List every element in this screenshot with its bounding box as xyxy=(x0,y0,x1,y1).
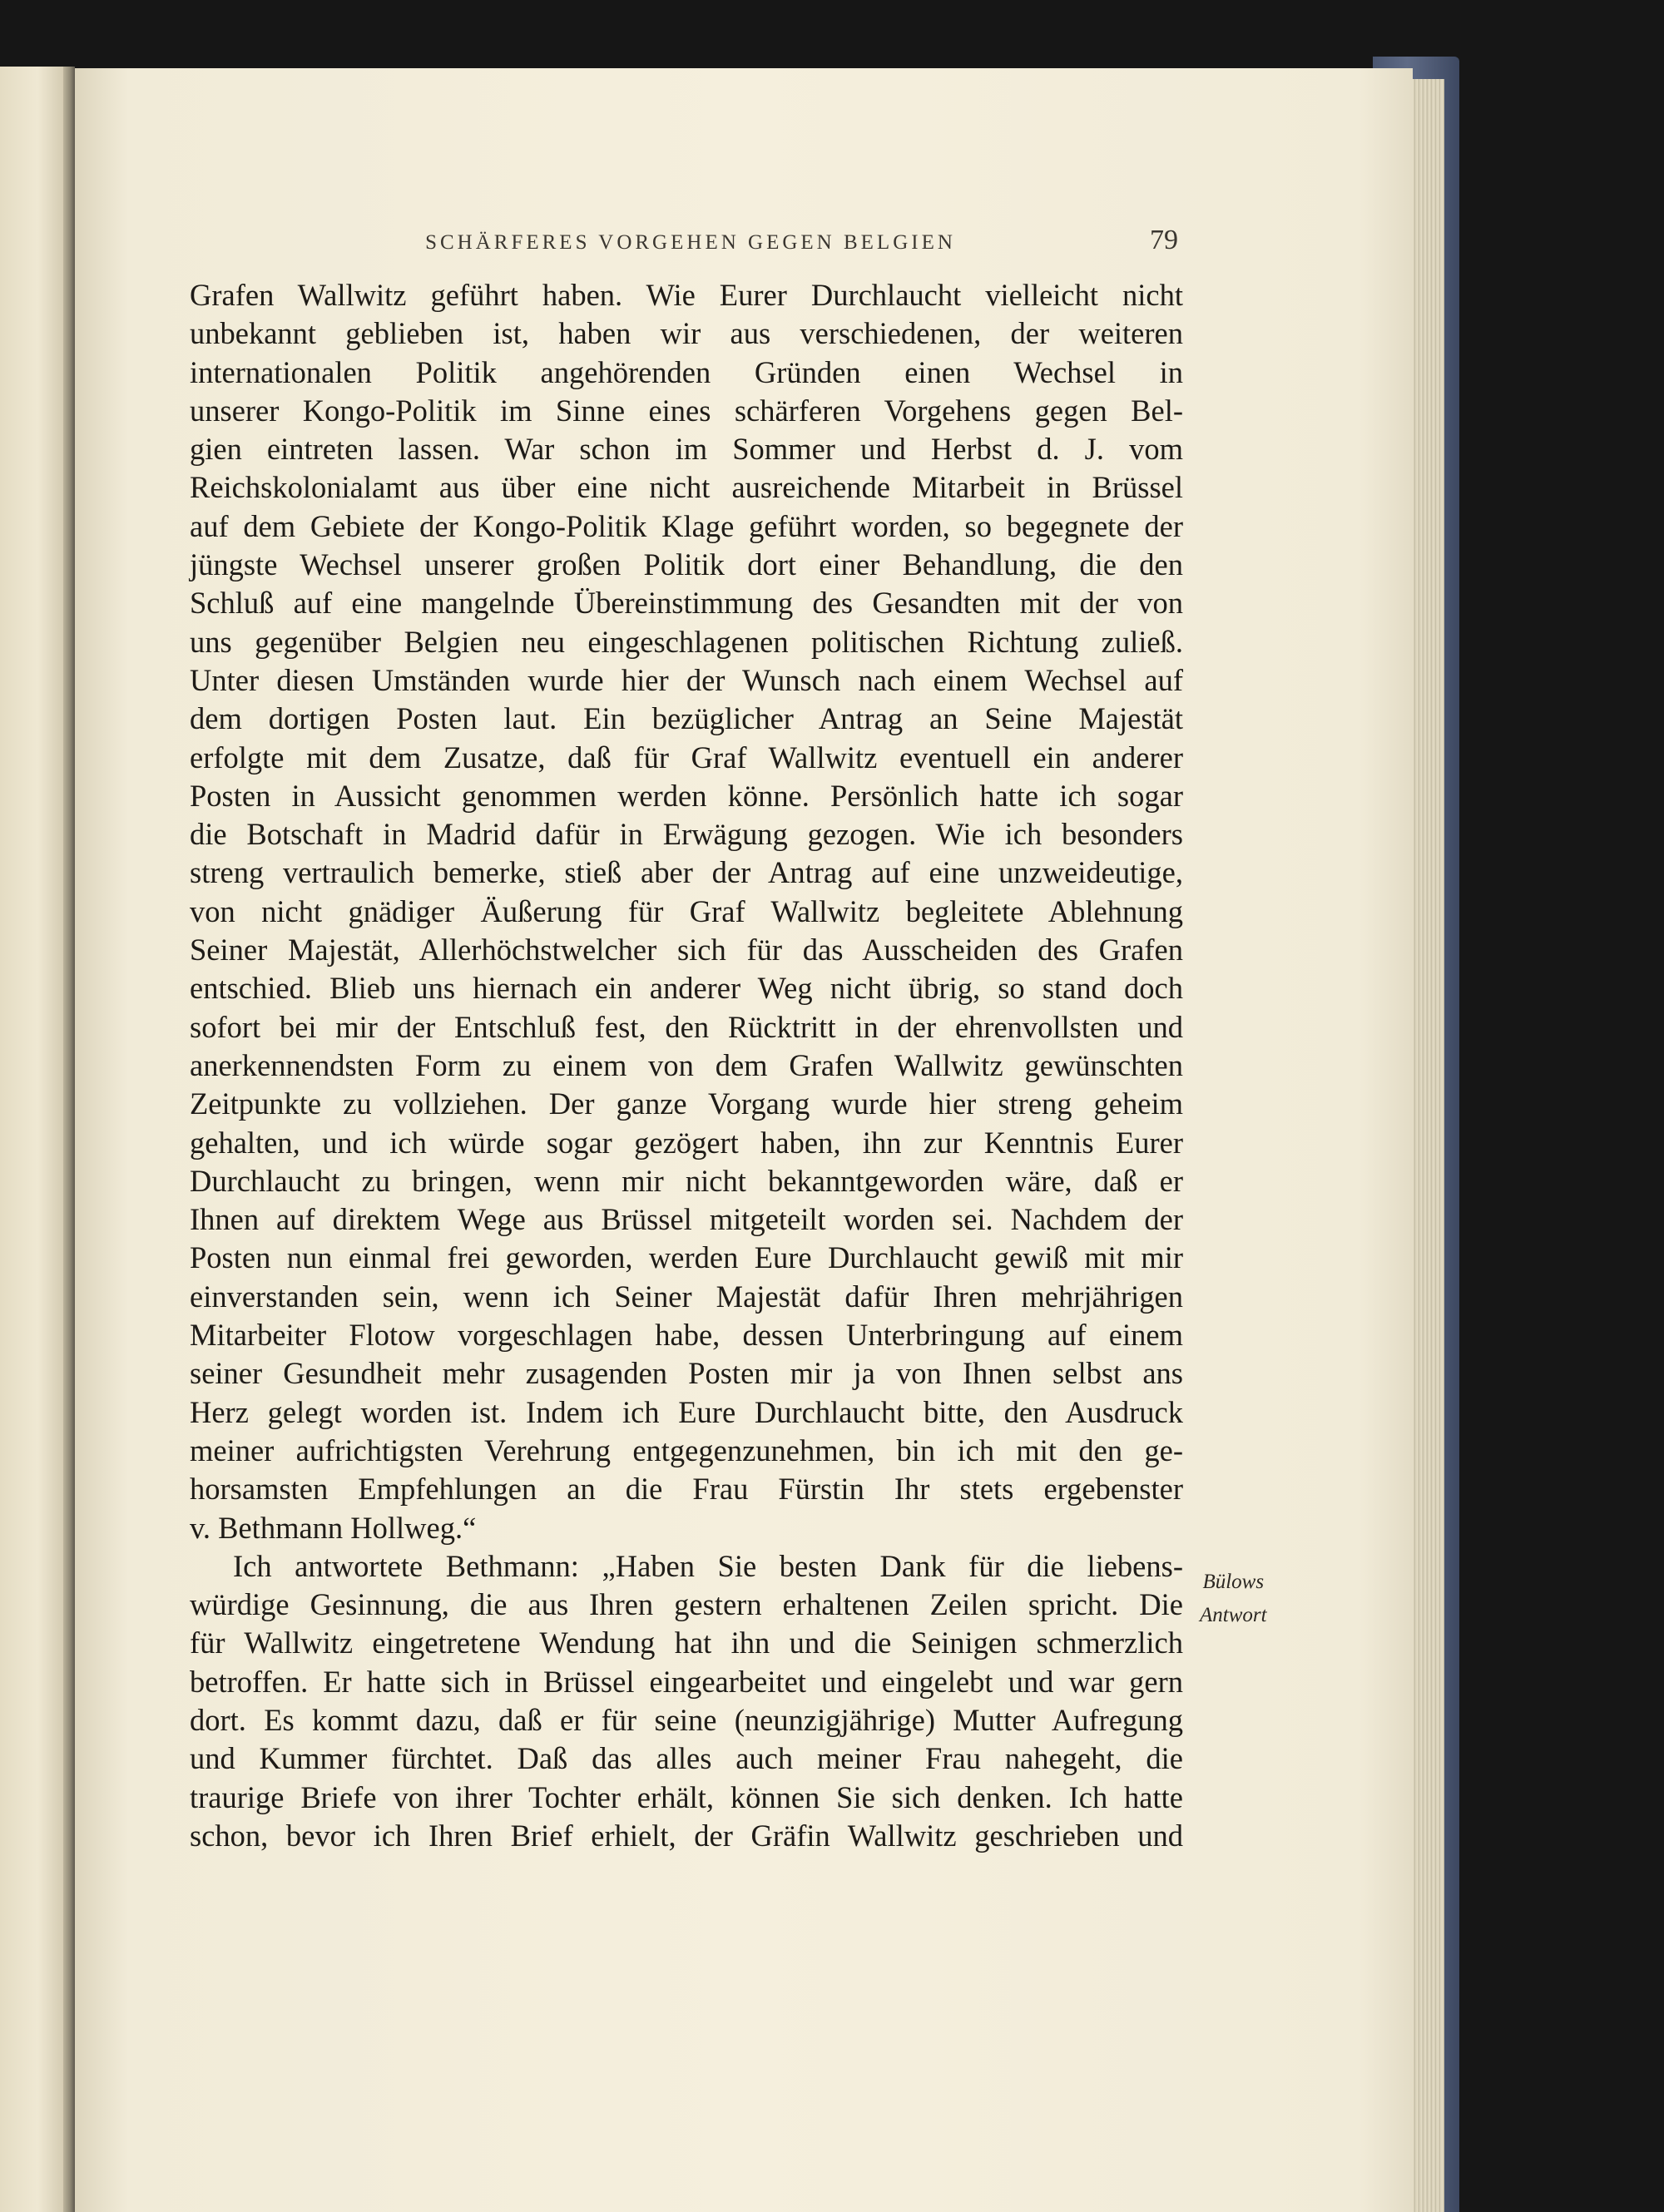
text-line: die Botschaft in Madrid dafür in Erwägung gezogen. Wie ich besonders xyxy=(190,817,1183,852)
running-head: SCHÄRFERES VORGEHEN GEGEN BELGIEN xyxy=(425,231,956,254)
margin-note-line: Antwort xyxy=(1200,1604,1267,1626)
text-line: Herz gelegt worden ist. Indem ich Eure Durchlaucht bitte, den Ausdruck xyxy=(190,1394,1183,1429)
letter-signature: v. Bethmann Hollweg.“ xyxy=(190,1510,477,1545)
text-line: entschied. Blieb uns hiernach ein anderer Weg nicht übrig, so stand doch xyxy=(190,971,1183,1006)
facing-page-edge xyxy=(0,67,68,2212)
text-line: Durchlaucht zu bringen, wenn mir nicht bekanntgeworden wäre, daß er xyxy=(190,1163,1183,1198)
text-line: horsamsten Empfehlungen an die Frau Fürstin Ihr stets ergebenster xyxy=(190,1472,1183,1507)
text-line: unbekannt geblieben ist, haben wir aus verschiedenen, der weiteren xyxy=(190,316,1183,351)
text-line: Ich antwortete Bethmann: „Haben Sie besten Dank für die liebens- xyxy=(233,1548,1183,1583)
text-line: schon, bevor ich Ihren Brief erhielt, der Gräfin Wallwitz geschrieben und xyxy=(190,1818,1183,1853)
text-line: Posten nun einmal frei geworden, werden Eure Durchlaucht gewiß mit mir xyxy=(190,1240,1183,1275)
text-line: gehalten, und ich würde sogar gezögert haben, ihn zur Kenntnis Eurer xyxy=(190,1125,1183,1160)
text-line: gien eintreten lassen. War schon im Sommer und Herbst d. J. vom xyxy=(190,432,1183,467)
text-line: uns gegenüber Belgien neu eingeschlagenen politischen Richtung zuließ. xyxy=(190,624,1183,659)
text-line: sofort bei mir der Entschluß fest, den Rücktritt in der ehrenvollsten und xyxy=(190,1009,1183,1044)
text-line: unserer Kongo-Politik im Sinne eines schärferen Vorgehens gegen Bel- xyxy=(190,393,1183,428)
text-line: Schluß auf eine mangelnde Übereinstimmung des Gesandten mit der von xyxy=(190,586,1183,621)
text-line: erfolgte mit dem Zusatze, daß für Graf Wallwitz eventuell ein anderer xyxy=(190,740,1183,774)
text-line: anerkennendsten Form zu einem von dem Grafen Wallwitz gewünschten xyxy=(190,1047,1183,1082)
text-line: Posten in Aussicht genommen werden könne. Persönlich hatte ich sogar xyxy=(190,778,1183,813)
text-line: Unter diesen Umständen wurde hier der Wunsch nach einem Wechsel auf xyxy=(190,662,1183,697)
text-line: internationalen Politik angehörenden Gründen einen Wechsel in xyxy=(190,354,1183,389)
text-line: und Kummer fürchtet. Daß das alles auch meiner Frau nahegeht, die xyxy=(190,1741,1183,1776)
body-text xyxy=(190,276,1183,1855)
text-line: einverstanden sein, wenn ich Seiner Majestät dafür Ihren mehrjährigen xyxy=(190,1279,1183,1314)
text-line: Seiner Majestät, Allerhöchstwelcher sich für das Ausscheiden des Grafen xyxy=(190,933,1183,967)
text-line: dem dortigen Posten laut. Ein bezüglicher Antrag an Seine Majestät xyxy=(190,701,1183,736)
page-number: 79 xyxy=(1150,225,1178,255)
text-line: von nicht gnädiger Äußerung für Graf Wallwitz begleitete Ablehnung xyxy=(190,893,1183,928)
page-stack-edge xyxy=(1408,79,1444,2212)
text-line: Mitarbeiter Flotow vorgeschlagen habe, dessen Unterbringung auf einem xyxy=(190,1318,1183,1353)
text-line: meiner aufrichtigsten Verehrung entgegenzunehmen, bin ich mit den ge- xyxy=(190,1433,1183,1467)
book-gutter xyxy=(63,67,75,2212)
text-line: betroffen. Er hatte sich in Brüssel eingearbeitet und eingelebt und war gern xyxy=(190,1664,1183,1699)
text-line: Zeitpunkte zu vollziehen. Der ganze Vorgang wurde hier streng geheim xyxy=(190,1086,1183,1121)
text-line: streng vertraulich bemerke, stieß aber der Antrag auf eine unzweideutige, xyxy=(190,855,1183,890)
margin-note-line: Bülows xyxy=(1202,1571,1265,1593)
text-line: seiner Gesundheit mehr zusagenden Posten mir ja von Ihnen selbst ans xyxy=(190,1356,1183,1391)
text-line: auf dem Gebiete der Kongo-Politik Klage geführt worden, so begegnete der xyxy=(190,508,1183,543)
text-line: Reichskolonialamt aus über eine nicht ausreichende Mitarbeit in Brüssel xyxy=(190,470,1183,505)
text-line: Ihnen auf direktem Wege aus Brüssel mitgeteilt worden sei. Nachdem der xyxy=(190,1202,1183,1237)
margin-note xyxy=(1200,1566,1267,1632)
text-line: traurige Briefe von ihrer Tochter erhält, können Sie sich denken. Ich hatte xyxy=(190,1779,1183,1814)
text-line: jüngste Wechsel unserer großen Politik dort einer Behandlung, die den xyxy=(190,547,1183,582)
text-line: dort. Es kommt dazu, daß er für seine (neunzigjährige) Mutter Aufregung xyxy=(190,1702,1183,1737)
text-line: Grafen Wallwitz geführt haben. Wie Eurer Durchlaucht vielleicht nicht xyxy=(190,278,1183,312)
text-line: für Wallwitz eingetretene Wendung hat ihn und die Seinigen schmerzlich xyxy=(190,1626,1183,1660)
text-line: würdige Gesinnung, die aus Ihren gestern erhaltenen Zeilen spricht. Die xyxy=(190,1587,1183,1622)
